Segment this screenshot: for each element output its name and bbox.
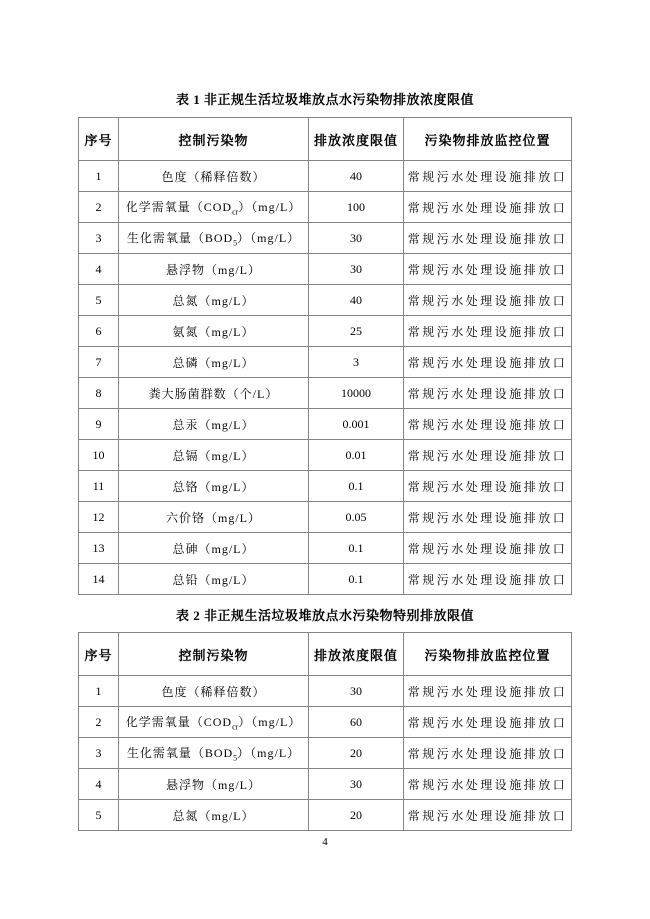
row-number-cell: 7	[79, 347, 119, 378]
limit-value-cell: 40	[309, 285, 404, 316]
pollutant-cell	[119, 471, 309, 502]
header-controlled-pollutant: 控制污染物	[119, 118, 309, 161]
limit-value-cell: 0.1	[309, 564, 404, 595]
pollutant-cell	[119, 533, 309, 564]
pollutant-name: 色度（稀释倍数）	[161, 684, 266, 699]
monitoring-location-cell: 常规污水处理设施排放口	[404, 409, 572, 440]
limit-value-cell: 30	[309, 254, 404, 285]
table1-body	[79, 161, 572, 595]
limit-value-cell: 60	[309, 707, 404, 738]
pollutant-cell	[119, 347, 309, 378]
monitoring-location-cell: 常规污水处理设施排放口	[404, 471, 572, 502]
monitoring-location-cell: 常规污水处理设施排放口	[404, 738, 572, 769]
monitoring-location-cell: 常规污水处理设施排放口	[404, 440, 572, 471]
monitoring-location-cell: 常规污水处理设施排放口	[404, 347, 572, 378]
pollutant-name: 氨氮（mg/L）	[172, 324, 255, 339]
pollutant-cell	[119, 378, 309, 409]
monitoring-location-cell: 常规污水处理设施排放口	[404, 316, 572, 347]
row-number-cell: 1	[79, 161, 119, 192]
table-row	[79, 285, 572, 316]
monitoring-location-cell: 常规污水处理设施排放口	[404, 285, 572, 316]
pollutant-cell	[119, 738, 309, 769]
pollutant-cell	[119, 800, 309, 831]
pollutant-cell	[119, 440, 309, 471]
pollutant-name-suffix: ）（mg/L）	[238, 714, 302, 729]
limit-value-cell: 100	[309, 192, 404, 223]
header-monitoring-location: 污染物排放监控位置	[404, 633, 572, 676]
row-number-cell: 5	[79, 800, 119, 831]
monitoring-location-cell: 常规污水处理设施排放口	[404, 533, 572, 564]
pollutant-cell	[119, 223, 309, 254]
pollutant-name: 悬浮物（mg/L）	[166, 777, 261, 792]
page-number: 4	[322, 836, 328, 848]
pollutant-name: 总砷（mg/L）	[172, 541, 255, 556]
pollutant-cell	[119, 161, 309, 192]
pollutant-cell	[119, 254, 309, 285]
pollutant-name: 色度（稀释倍数）	[161, 169, 266, 184]
limit-value-cell: 3	[309, 347, 404, 378]
limit-value-cell: 25	[309, 316, 404, 347]
pollutant-subscript: cr	[232, 207, 239, 217]
monitoring-location-cell: 常规污水处理设施排放口	[404, 800, 572, 831]
header-discharge-limit: 排放浓度限值	[309, 118, 404, 161]
pollutant-name: 悬浮物（mg/L）	[166, 262, 261, 277]
row-number-cell: 3	[79, 738, 119, 769]
pollutant-cell	[119, 316, 309, 347]
header-seq-number: 序号	[79, 118, 119, 161]
row-number-cell: 10	[79, 440, 119, 471]
row-number-cell: 4	[79, 254, 119, 285]
pollutant-name: 总铅（mg/L）	[172, 572, 255, 587]
row-number-cell: 4	[79, 769, 119, 800]
table-row	[79, 192, 572, 223]
pollutant-name-suffix: ）（mg/L）	[238, 199, 302, 214]
monitoring-location-cell: 常规污水处理设施排放口	[404, 223, 572, 254]
pollutant-name: 化学需氧量（COD	[125, 199, 233, 214]
limit-value-cell: 10000	[309, 378, 404, 409]
pollutant-cell	[119, 502, 309, 533]
table-row	[79, 707, 572, 738]
monitoring-location-cell: 常规污水处理设施排放口	[404, 564, 572, 595]
table-row	[79, 409, 572, 440]
pollutant-name: 总汞（mg/L）	[172, 417, 255, 432]
pollutant-cell	[119, 409, 309, 440]
pollutant-cell	[119, 192, 309, 223]
table-row	[79, 347, 572, 378]
pollutant-name: 化学需氧量（COD	[125, 714, 233, 729]
table-row	[79, 769, 572, 800]
row-number-cell: 14	[79, 564, 119, 595]
table2-body	[79, 676, 572, 831]
table-row	[79, 440, 572, 471]
header-monitoring-location: 污染物排放监控位置	[404, 118, 572, 161]
row-number-cell: 8	[79, 378, 119, 409]
row-number-cell: 9	[79, 409, 119, 440]
pollutant-cell	[119, 285, 309, 316]
table-row	[79, 378, 572, 409]
pollutant-name: 生化需氧量（BOD	[126, 745, 234, 760]
pollutant-cell	[119, 769, 309, 800]
limit-value-cell: 40	[309, 161, 404, 192]
pollutant-subscript: 5	[233, 753, 238, 763]
pollutant-cell	[119, 676, 309, 707]
limit-value-cell: 20	[309, 738, 404, 769]
table-row	[79, 316, 572, 347]
limit-value-cell: 0.001	[309, 409, 404, 440]
table-row	[79, 533, 572, 564]
table-row	[79, 254, 572, 285]
table1-title: 表 1 非正规生活垃圾堆放点水污染物排放浓度限值	[175, 92, 474, 107]
pollutant-subscript: 5	[233, 238, 238, 248]
monitoring-location-cell: 常规污水处理设施排放口	[404, 769, 572, 800]
header-controlled-pollutant: 控制污染物	[119, 633, 309, 676]
table-row	[79, 223, 572, 254]
pollutant-name: 总氮（mg/L）	[172, 293, 255, 308]
monitoring-location-cell: 常规污水处理设施排放口	[404, 161, 572, 192]
limit-value-cell: 30	[309, 676, 404, 707]
row-number-cell: 1	[79, 676, 119, 707]
row-number-cell: 6	[79, 316, 119, 347]
table-row	[79, 564, 572, 595]
table2	[78, 632, 572, 831]
pollutant-subscript: cr	[232, 722, 239, 732]
monitoring-location-cell: 常规污水处理设施排放口	[404, 378, 572, 409]
row-number-cell: 12	[79, 502, 119, 533]
pollutant-name: 六价铬（mg/L）	[166, 510, 261, 525]
limit-value-cell: 30	[309, 769, 404, 800]
pollutant-name: 生化需氧量（BOD	[126, 230, 234, 245]
pollutant-name: 总镉（mg/L）	[172, 448, 255, 463]
table-row	[79, 676, 572, 707]
row-number-cell: 5	[79, 285, 119, 316]
table-row	[79, 502, 572, 533]
table1	[78, 117, 572, 595]
table2-title: 表 2 非正规生活垃圾堆放点水污染物特别排放限值	[175, 608, 474, 623]
row-number-cell: 2	[79, 707, 119, 738]
monitoring-location-cell: 常规污水处理设施排放口	[404, 502, 572, 533]
table2-header-row	[79, 633, 572, 676]
pollutant-name: 粪大肠菌群数（个/L）	[148, 386, 279, 401]
pollutant-name: 总磷（mg/L）	[172, 355, 255, 370]
monitoring-location-cell: 常规污水处理设施排放口	[404, 707, 572, 738]
limit-value-cell: 0.05	[309, 502, 404, 533]
pollutant-name-suffix: ）（mg/L）	[237, 230, 301, 245]
table-row	[79, 738, 572, 769]
pollutant-cell	[119, 707, 309, 738]
limit-value-cell: 0.1	[309, 533, 404, 564]
pollutant-name: 总氮（mg/L）	[172, 808, 255, 823]
table-row	[79, 471, 572, 502]
pollutant-name-suffix: ）（mg/L）	[237, 745, 301, 760]
row-number-cell: 3	[79, 223, 119, 254]
monitoring-location-cell: 常规污水处理设施排放口	[404, 192, 572, 223]
monitoring-location-cell: 常规污水处理设施排放口	[404, 254, 572, 285]
limit-value-cell: 0.1	[309, 471, 404, 502]
pollutant-name: 总铬（mg/L）	[172, 479, 255, 494]
monitoring-location-cell: 常规污水处理设施排放口	[404, 676, 572, 707]
table-row	[79, 161, 572, 192]
row-number-cell: 11	[79, 471, 119, 502]
header-discharge-limit: 排放浓度限值	[309, 633, 404, 676]
limit-value-cell: 0.01	[309, 440, 404, 471]
pollutant-cell	[119, 564, 309, 595]
header-seq-number: 序号	[79, 633, 119, 676]
table1-header-row	[79, 118, 572, 161]
row-number-cell: 13	[79, 533, 119, 564]
row-number-cell: 2	[79, 192, 119, 223]
limit-value-cell: 30	[309, 223, 404, 254]
limit-value-cell: 20	[309, 800, 404, 831]
table-row	[79, 800, 572, 831]
